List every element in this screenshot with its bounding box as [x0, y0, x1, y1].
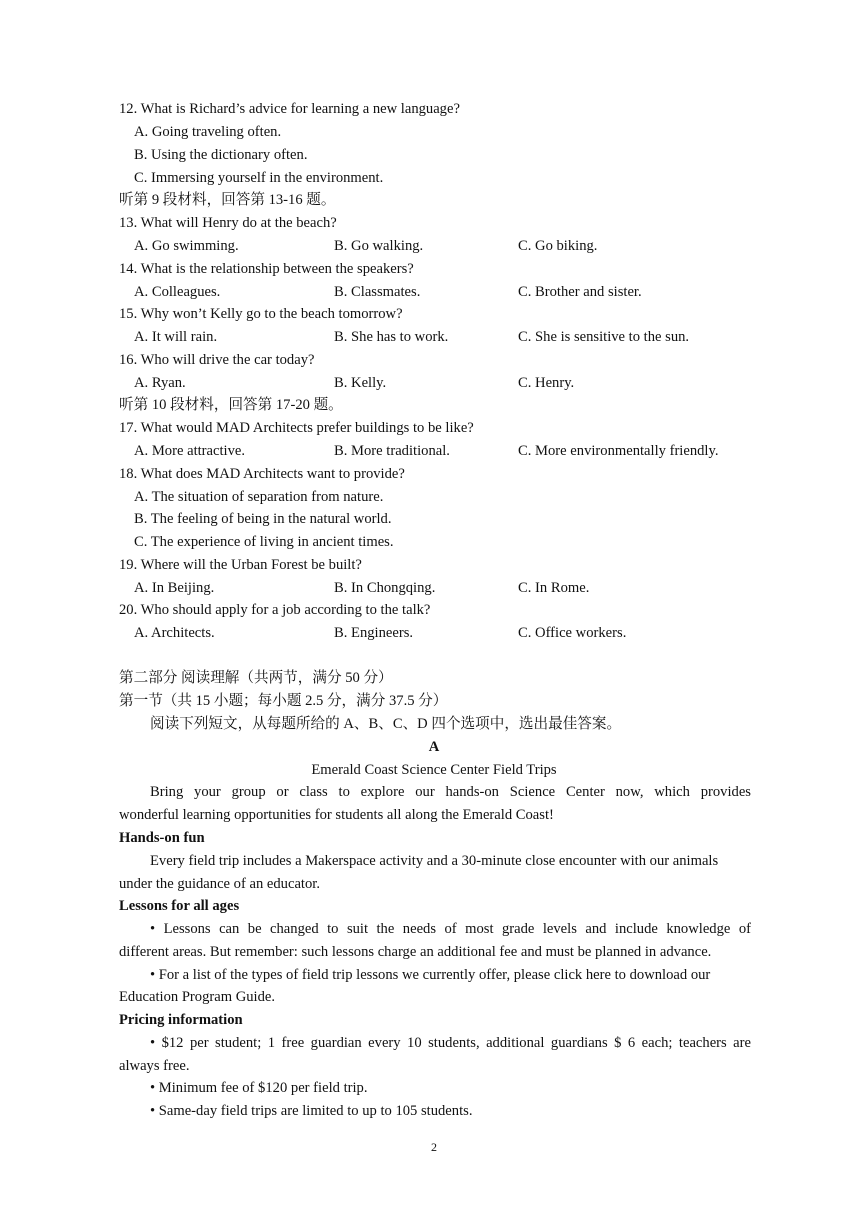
question-17-stem: 17. What would MAD Architects prefer buildings to be like? — [119, 420, 474, 436]
question-12-option-c: C. Immersing yourself in the environment. — [134, 170, 384, 186]
question-14-option-b: B. Classmates. — [334, 284, 421, 300]
question-14-option-c: C. Brother and sister. — [518, 284, 642, 300]
pricing-bullet-3: • Same-day field trips are limited to up to 105 students. — [150, 1103, 473, 1119]
pricing-bullet-1-line-1: • $12 per student; 1 free guardian every 10 students, additional guardians $ 6 each; teachers are — [150, 1035, 751, 1051]
part-2-title: 第二部分 阅读理解（共两节，满分 50 分） — [119, 670, 393, 686]
intro-line-1: Bring your group or class to explore our hands-on Science Center now, which provides — [150, 784, 751, 800]
question-19-options — [134, 579, 590, 597]
intro-line-2: wonderful learning opportunities for students all along the Emerald Coast! — [119, 807, 554, 823]
question-19-stem: 19. Where will the Urban Forest be built? — [119, 557, 362, 573]
question-20-option-c: C. Office workers. — [518, 625, 627, 641]
question-19-option-c: C. In Rome. — [518, 580, 590, 596]
question-18-option-c: C. The experience of living in ancient times. — [134, 534, 394, 550]
heading-hands-on-fun: Hands-on fun — [119, 830, 205, 846]
question-13-option-a: A. Go swimming. — [134, 238, 239, 254]
question-17-option-c: C. More environmentally friendly. — [518, 443, 719, 459]
question-15-stem: 15. Why won’t Kelly go to the beach tomorrow? — [119, 306, 403, 322]
question-12-option-a: A. Going traveling often. — [134, 124, 282, 140]
question-19-option-a: A. In Beijing. — [134, 580, 215, 596]
reading-instructions: 阅读下列短文，从每题所给的 A、B、C、D 四个选项中，选出最佳答案。 — [150, 716, 622, 732]
question-16-stem: 16. Who will drive the car today? — [119, 352, 315, 368]
section-1-title: 第一节（共 15 小题；每小题 2.5 分，满分 37.5 分） — [119, 693, 448, 709]
question-15-option-c: C. She is sensitive to the sun. — [518, 329, 690, 345]
section-9-instruction: 听第 9 段材料，回答第 13-16 题。 — [119, 192, 336, 208]
fun-line-2: under the guidance of an educator. — [119, 876, 320, 892]
question-15-option-b: B. She has to work. — [334, 329, 449, 345]
question-20-options — [134, 624, 627, 642]
question-20-option-a: A. Architects. — [134, 625, 215, 641]
heading-pricing: Pricing information — [119, 1012, 243, 1028]
question-17-options — [134, 442, 719, 460]
lessons-bullet-1-line-2: different areas. But remember: such lessons charge an additional fee and must be planned in advance. — [119, 944, 712, 960]
pricing-bullet-1-line-2: always free. — [119, 1058, 190, 1074]
question-14-option-a: A. Colleagues. — [134, 284, 221, 300]
question-13-stem: 13. What will Henry do at the beach? — [119, 215, 337, 231]
question-16-option-a: A. Ryan. — [134, 375, 186, 391]
section-10-instruction: 听第 10 段材料，回答第 17-20 题。 — [119, 397, 343, 413]
question-20-option-b: B. Engineers. — [334, 625, 414, 641]
question-16-options — [134, 374, 575, 392]
question-20-stem: 20. Who should apply for a job according to the talk? — [119, 602, 431, 618]
pricing-bullet-2: • Minimum fee of $120 per field trip. — [150, 1080, 368, 1096]
question-15-options — [134, 328, 690, 346]
question-12-stem: 12. What is Richard’s advice for learning a new language? — [119, 101, 460, 117]
passage-letter: A — [428, 739, 440, 755]
lessons-bullet-2-line-1: • For a list of the types of field trip lessons we currently offer, please click here to download our — [150, 967, 711, 983]
lessons-bullet-2-line-2: Education Program Guide. — [119, 989, 276, 1005]
question-14-options — [134, 283, 642, 301]
lessons-bullet-1-line-1: • Lessons can be changed to suit the needs of most grade levels and include knowledge of — [150, 921, 751, 937]
question-13-option-b: B. Go walking. — [334, 238, 424, 254]
question-13-options — [134, 237, 598, 255]
question-15-option-a: A. It will rain. — [134, 329, 218, 345]
question-16-option-c: C. Henry. — [518, 375, 575, 391]
question-18-stem: 18. What does MAD Architects want to provide? — [119, 466, 405, 482]
fun-line-1: Every field trip includes a Makerspace activity and a 30-minute close encounter with our animals — [150, 853, 719, 869]
question-18-option-a: A. The situation of separation from nature. — [134, 489, 384, 505]
question-18-option-b: B. The feeling of being in the natural world. — [134, 511, 392, 527]
question-19-option-b: B. In Chongqing. — [334, 580, 436, 596]
question-14-stem: 14. What is the relationship between the speakers? — [119, 261, 414, 277]
heading-lessons: Lessons for all ages — [119, 898, 240, 914]
question-12-option-b: B. Using the dictionary often. — [134, 147, 308, 163]
question-13-option-c: C. Go biking. — [518, 238, 598, 254]
question-17-option-b: B. More traditional. — [334, 443, 450, 459]
passage-title: Emerald Coast Science Center Field Trips — [311, 762, 557, 778]
question-17-option-a: A. More attractive. — [134, 443, 246, 459]
page-number: 2 — [431, 1140, 437, 1154]
question-16-option-b: B. Kelly. — [334, 375, 387, 391]
